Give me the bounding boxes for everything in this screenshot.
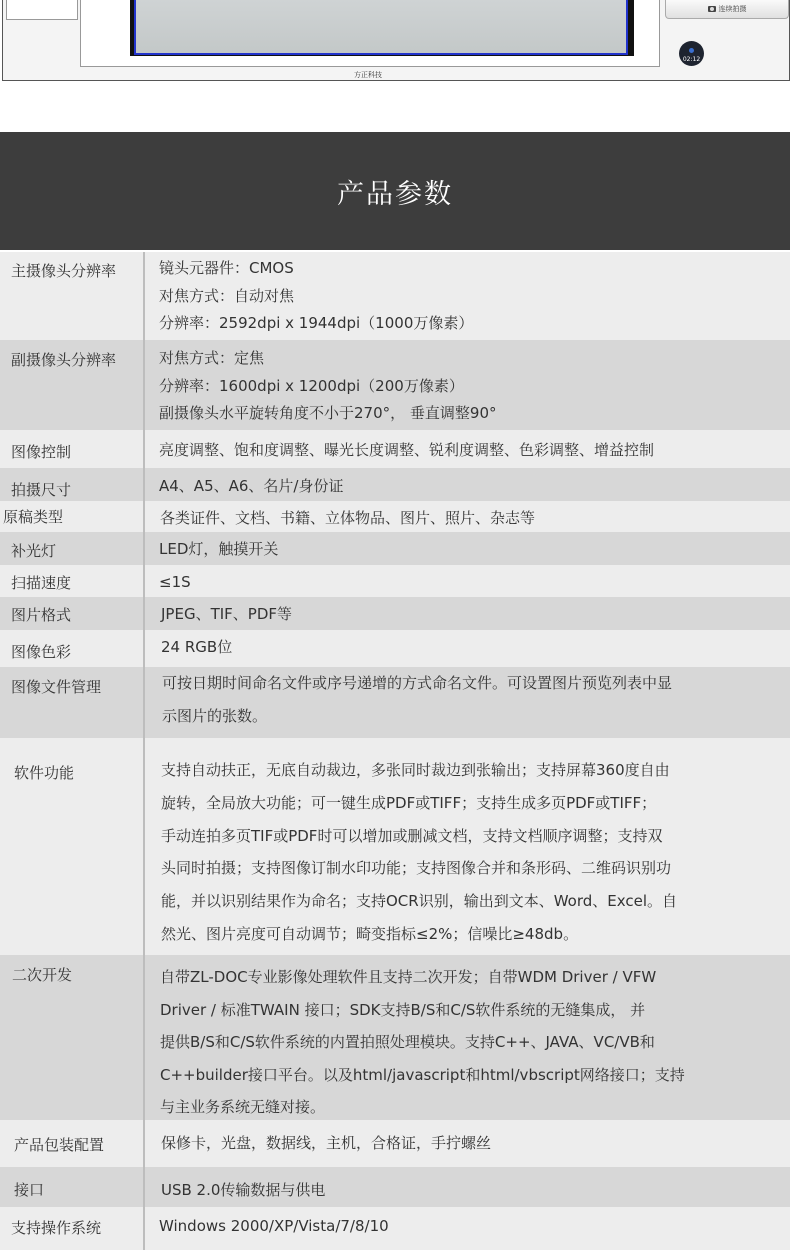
spec-value-line: 对焦方式：自动对焦 bbox=[159, 286, 295, 305]
spec-label: 支持操作系统 bbox=[11, 1219, 102, 1237]
spec-label: 副摄像头分辨率 bbox=[11, 351, 117, 369]
spec-label: 图像文件管理 bbox=[11, 678, 102, 696]
spec-row bbox=[0, 252, 790, 340]
spec-label-cell bbox=[0, 597, 145, 630]
spec-value-line: Windows 2000/XP/Vista/7/8/10 bbox=[159, 1217, 389, 1235]
spec-value-cell bbox=[159, 1217, 750, 1235]
spec-label: 扫描速度 bbox=[11, 574, 72, 592]
spec-value-cell bbox=[161, 636, 750, 657]
spec-value-line: 可按日期时间命名文件或序号递增的方式命名文件。可设置图片预览列表中显 bbox=[162, 674, 673, 692]
spec-label: 原稿类型 bbox=[3, 508, 64, 526]
spec-row bbox=[0, 738, 790, 955]
spec-value-cell bbox=[159, 345, 750, 428]
record-dot-icon bbox=[689, 48, 694, 53]
spec-value-line: LED灯，触摸开关 bbox=[159, 540, 279, 558]
spec-value-line: 与主业务系统无缝对接。 bbox=[160, 1098, 326, 1116]
spec-value-cell bbox=[160, 961, 750, 1124]
spec-row bbox=[0, 501, 790, 532]
spec-value-line: 各类证件、文档、书籍、立体物品、图片、照片、杂志等 bbox=[160, 509, 536, 527]
spec-value-line: 旋转，全局放大功能；可一键生成PDF或TIFF；支持生成多页PDF或TIFF； bbox=[161, 793, 657, 812]
spec-value-cell bbox=[160, 507, 750, 528]
spec-value-line: C++builder接口平台。以及html/javascript和html/vbscript网络接口；支持 bbox=[160, 1065, 685, 1084]
spec-value-line: 示图片的张数。 bbox=[162, 707, 268, 725]
spec-value-line: 副摄像头水平旋转角度不小于270°， 垂直调整90° bbox=[159, 404, 497, 422]
spec-label: 接口 bbox=[14, 1181, 45, 1199]
section-header bbox=[0, 132, 790, 250]
spec-label: 软件功能 bbox=[14, 764, 75, 782]
spec-value-cell bbox=[162, 667, 750, 733]
spec-value-cell bbox=[161, 603, 750, 624]
spec-value-line: 保修卡，光盘，数据线，主机，合格证，手拧螺丝 bbox=[161, 1134, 492, 1152]
spec-label: 拍摄尺寸 bbox=[11, 481, 72, 499]
spec-label-cell bbox=[0, 738, 145, 955]
spec-value-line: 然光、图片亮度可自动调节；畸变指标≤2%；信噪比≥48db。 bbox=[161, 924, 579, 943]
spec-value-line: 亮度调整、饱和度调整、曝光长度调整、锐利度调整、色彩调整、增益控制 bbox=[159, 441, 655, 459]
spec-value-line: 头同时拍摄；支持图像订制水印功能；支持图像合并和条形码、二维码识别功 bbox=[161, 859, 672, 878]
spec-value-line: 分辨率：2592dpi x 1944dpi（1000万像素） bbox=[159, 314, 474, 332]
spec-row bbox=[0, 1207, 790, 1250]
spec-row bbox=[0, 340, 790, 430]
spec-value-line: 自带ZL-DOC专业影像处理软件且支持二次开发；自带WDM Driver / VFW bbox=[160, 968, 657, 986]
spec-row bbox=[0, 1167, 790, 1207]
spec-label-cell bbox=[0, 468, 145, 501]
captured-document-preview bbox=[134, 0, 628, 55]
spec-value-cell bbox=[161, 1179, 750, 1200]
section-title: 产品参数 bbox=[337, 178, 453, 210]
spec-row bbox=[0, 630, 790, 667]
spec-value-line: Driver / 标准TWAIN 接口；SDK支持B/S和C/S软件系统的无缝集成， 并 bbox=[160, 1000, 646, 1019]
continuous-shoot-button[interactable] bbox=[665, 0, 789, 19]
spec-value-line: 镜头元器件：CMOS bbox=[159, 259, 294, 277]
spec-row bbox=[0, 1120, 790, 1167]
spec-label: 图片格式 bbox=[11, 606, 72, 624]
spec-label-cell bbox=[0, 1120, 145, 1167]
spec-row bbox=[0, 565, 790, 597]
timer-button[interactable] bbox=[679, 41, 704, 66]
thumbnail-box bbox=[6, 0, 78, 20]
spec-value-line: ≤1S bbox=[159, 573, 191, 591]
app-screenshot-strip bbox=[0, 0, 790, 82]
spec-label: 图像控制 bbox=[11, 443, 72, 461]
spec-value-cell bbox=[161, 754, 750, 951]
spec-value-line: JPEG、TIF、PDF等 bbox=[161, 605, 293, 623]
spec-label-cell bbox=[0, 667, 145, 738]
spec-value-line: 24 RGB位 bbox=[161, 638, 233, 656]
spec-label-cell bbox=[0, 340, 145, 430]
spec-label: 图像色彩 bbox=[11, 643, 72, 661]
spec-value-line: 对焦方式：定焦 bbox=[159, 349, 265, 367]
spec-value-line: USB 2.0传输数据与供电 bbox=[161, 1181, 326, 1199]
spec-label-cell bbox=[0, 955, 145, 1120]
spec-row bbox=[0, 597, 790, 630]
spec-value-line: 手动连拍多页TIF或PDF时可以增加或删减文档，支持文档顺序调整；支持双 bbox=[161, 826, 663, 845]
spec-label-cell bbox=[0, 565, 145, 597]
spec-value-line: 能，并以识别结果作为命名；支持OCR识别，输出到文本、Word、Excel。自 bbox=[161, 892, 677, 911]
camera-icon bbox=[708, 6, 716, 12]
spec-value-cell bbox=[159, 538, 750, 559]
spec-row bbox=[0, 667, 790, 738]
spec-label: 二次开发 bbox=[12, 966, 73, 984]
spec-label-cell bbox=[0, 430, 145, 468]
spec-value-line: 支持自动扶正，无底自动裁边，多张同时裁边到张输出；支持屏幕360度自由 bbox=[161, 761, 670, 779]
spec-row bbox=[0, 468, 790, 501]
spec-value-cell bbox=[159, 255, 750, 338]
spec-label-cell bbox=[0, 1167, 145, 1207]
timer-text: 02:12 bbox=[682, 56, 701, 63]
spec-row bbox=[0, 430, 790, 468]
spec-row bbox=[0, 955, 790, 1120]
spec-label: 产品包装配置 bbox=[14, 1136, 105, 1154]
spec-row bbox=[0, 532, 790, 565]
spec-value-cell bbox=[159, 439, 750, 460]
spec-label: 主摄像头分辨率 bbox=[11, 262, 117, 280]
spec-value-line: A4、A5、A6、名片/身份证 bbox=[159, 477, 344, 495]
spec-value-cell bbox=[159, 475, 750, 496]
spec-value-cell bbox=[161, 1132, 750, 1153]
spec-label-cell bbox=[0, 252, 145, 340]
brand-label: 方正科技 bbox=[354, 71, 382, 79]
spec-label: 补光灯 bbox=[11, 542, 57, 560]
spec-value-line: 提供B/S和C/S软件系统的内置拍照处理模块。支持C++、JAVA、VC/VB和 bbox=[160, 1033, 655, 1051]
continuous-shoot-label: 连续拍摄 bbox=[718, 5, 747, 13]
spec-label-cell bbox=[0, 501, 145, 532]
spec-value-cell bbox=[159, 573, 750, 591]
spec-label-cell bbox=[0, 630, 145, 667]
app-window-frame bbox=[2, 0, 790, 81]
spec-label-cell bbox=[0, 532, 145, 565]
spec-value-line: 分辨率：1600dpi x 1200dpi（200万像素） bbox=[159, 376, 464, 395]
camera-preview-area bbox=[80, 0, 660, 67]
spec-label-cell bbox=[0, 1207, 145, 1250]
